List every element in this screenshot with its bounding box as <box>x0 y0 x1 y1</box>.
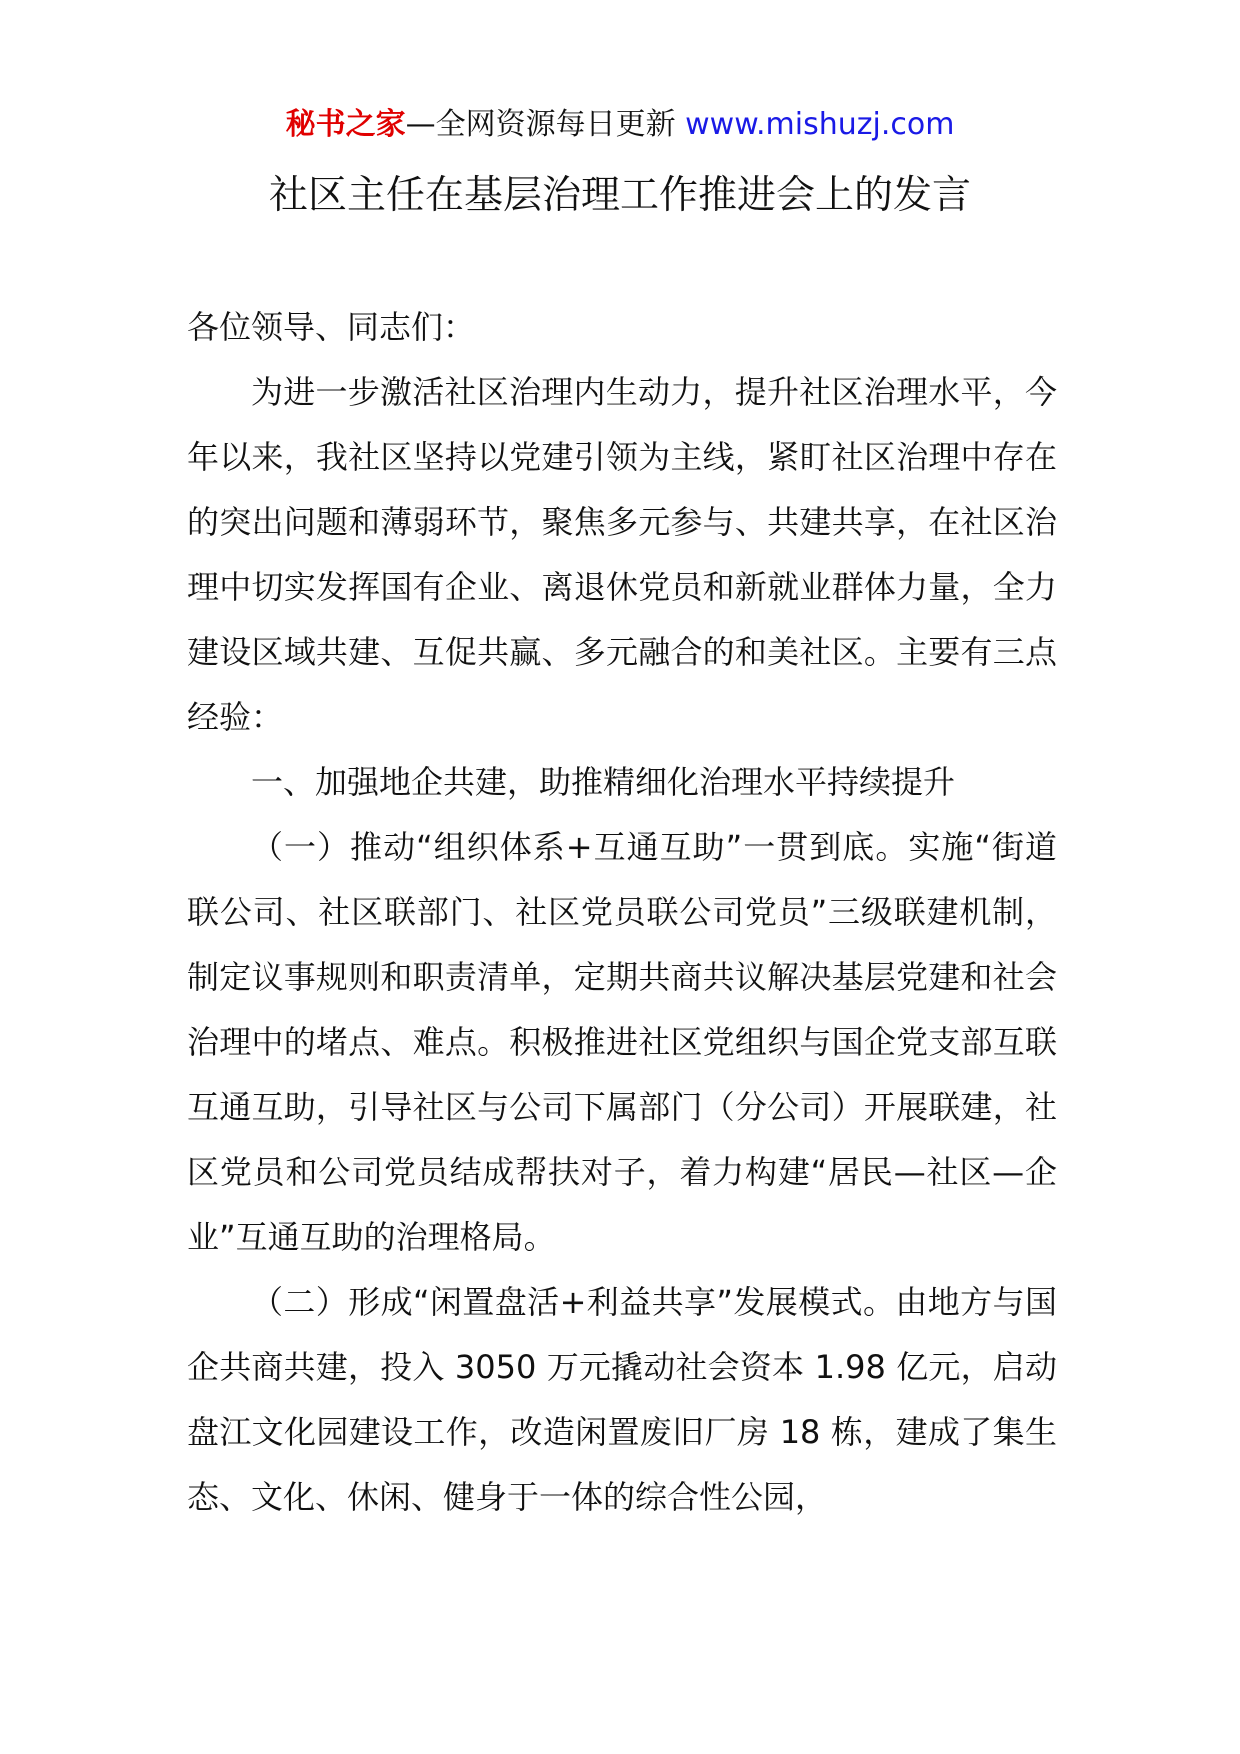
header-slogan: —全网资源每日更新 <box>405 107 686 142</box>
salutation: 各位领导、同志们： <box>187 308 476 346</box>
paragraph-1: （一）推动“组织体系+互通互助”一贯到底。实施“街道联公司、社区联部门、社区党员联公司党员”三级联建机制，制定议事规则和职责清单，定期共商共议解决基层党建和社会治理中的堵点、难点。积极推进社区党组织与国企党支部互联互通互助，引导社区与公司下属部门（分公司）开展联建，社区党员和公司党员结成帮扶对子，着力构建“居民—社区—企业”互通互助的治理格局。 <box>187 828 1057 1256</box>
site-header <box>0 100 1240 150</box>
paragraph-2: （二）形成“闲置盘活+利益共享”发展模式。由地方与国企共商共建，投入 3050 万元撬动社会资本 1.98 亿元，启动盘江文化园建设工作，改造闲置废旧厂房 18 栋，建成了集生态、文化、休闲、健身于一体的综合性公园， <box>187 1283 1057 1516</box>
paragraph-intro: 为进一步激活社区治理内生动力，提升社区治理水平，今年以来，我社区坚持以党建引领为主线，紧盯社区治理中存在的突出问题和薄弱环节，聚焦多元参与、共建共享，在社区治理中切实发挥国有企业、离退休党员和新就业群体力量，全力建设区域共建、互促共赢、多元融合的和美社区。主要有三点经验： <box>187 373 1057 736</box>
section-heading-1: 一、加强地企共建，助推精细化治理水平持续提升 <box>251 763 956 801</box>
document-body <box>187 295 1057 1530</box>
document-title: 社区主任在基层治理工作推进会上的发言 <box>268 173 971 218</box>
brand-name: 秘书之家 <box>285 107 406 142</box>
site-url-link[interactable]: www.mishuzj.com <box>685 107 955 142</box>
